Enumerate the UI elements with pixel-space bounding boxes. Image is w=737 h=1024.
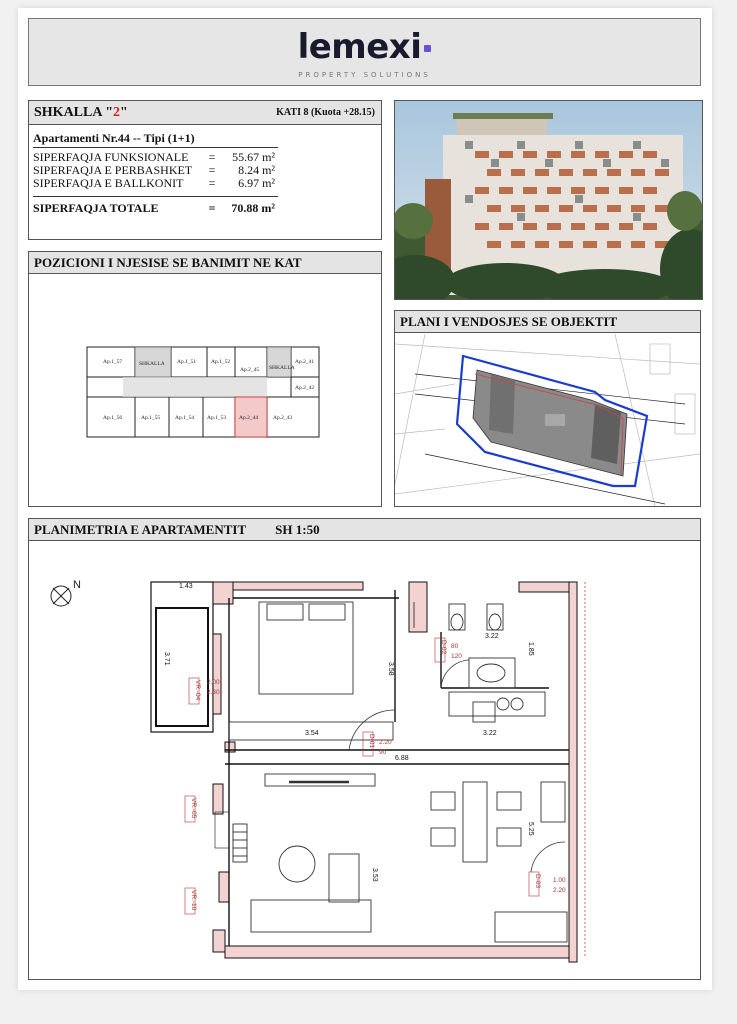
- opening-tag: VR.-10: [190, 890, 197, 911]
- north-arrow-icon: [51, 579, 81, 606]
- dimension-label: 3.58: [387, 662, 394, 676]
- dimension-label: 3.53: [371, 868, 378, 882]
- unit-label-top: Ap.2_45: [240, 367, 260, 373]
- divider: [33, 147, 278, 148]
- unit-label-top: Ap.1_52: [211, 359, 231, 365]
- unit-label-bottom: Ap.2_44: [239, 415, 259, 421]
- unit-label-top: Ap.2_41: [295, 359, 315, 365]
- opening-size: 90: [379, 749, 387, 756]
- area-row: SIPERFAQJA E PERBASHKET = 8.24 m²: [33, 163, 275, 177]
- plan-title: PLANIMETRIA E APARTAMENTIT: [34, 522, 246, 537]
- opening-tag: VR.-05: [190, 798, 197, 819]
- unit-label-bottom: Ap.2_43: [273, 415, 293, 421]
- brand-tagline: PROPERTY SOLUTIONS: [298, 71, 431, 79]
- apartment-plan-header: [29, 519, 700, 541]
- unit-info-header: [29, 101, 381, 125]
- dimension-label: 1.43: [179, 583, 193, 590]
- site-plan-diagram: [395, 334, 700, 506]
- opening-tag: VR.-04: [194, 680, 201, 701]
- position-title: POZICIONI I NJESISE SE BANIMIT NE KAT: [29, 252, 381, 274]
- opening-size: 2.30: [207, 689, 220, 696]
- unit-label-side: Ap.2_42: [295, 385, 315, 391]
- total-area-row: SIPERFAQJA TOTALE = 70.88 m²: [33, 201, 275, 215]
- document-sheet: [18, 8, 712, 990]
- opening-size: 120: [451, 653, 462, 660]
- opening-size: 1.00: [553, 877, 566, 884]
- dimension-label: 3.22: [485, 633, 499, 640]
- opening-size: 2.00: [207, 679, 220, 686]
- areas-table: [33, 151, 275, 190]
- area-row: SIPERFAQJA FUNKSIONALE = 55.67 m²: [33, 150, 275, 164]
- dimension-label: 6.88: [395, 755, 409, 762]
- apartment-plan-panel: [28, 518, 701, 980]
- dimension-label: 3.54: [305, 730, 319, 737]
- plan-scale: SH 1:50: [275, 522, 320, 537]
- opening-size: 2.20: [379, 739, 392, 746]
- unit-label-bottom: Ap.1_56: [103, 415, 123, 421]
- area-row: SIPERFAQJA E BALLKONIT = 6.97 m²: [33, 176, 275, 190]
- opening-tag: D-02: [440, 640, 447, 655]
- opening-size: 80: [451, 643, 459, 650]
- position-panel: [28, 251, 382, 507]
- opening-tag: D-03: [534, 874, 541, 889]
- floor-position-diagram: [29, 275, 381, 506]
- unit-label-top: SHKALLA: [269, 365, 295, 371]
- unit-label-top: SHKALLA: [139, 361, 165, 367]
- opening-tag: D-01: [368, 734, 375, 749]
- unit-label-bottom: Ap.1_53: [207, 415, 227, 421]
- apartment-floor-plan: [29, 542, 700, 979]
- logo-dot-icon: [424, 45, 431, 52]
- brand-logo: lemexi: [29, 27, 700, 67]
- header-banner: [28, 18, 701, 86]
- unit-label-bottom: Ap.1_55: [141, 415, 161, 421]
- unit-label-bottom: Ap.1_54: [175, 415, 195, 421]
- north-label: N: [73, 579, 81, 591]
- dimension-label: 3.71: [163, 652, 170, 666]
- dimension-label: 3.22: [483, 730, 497, 737]
- unit-label-top: Ap.1_51: [177, 359, 197, 365]
- site-plan-panel: [394, 310, 701, 507]
- dimension-label: 5.25: [527, 822, 534, 836]
- divider: [33, 196, 278, 197]
- floor-label: KATI 8 (Kuota +28.15): [276, 107, 375, 118]
- dimension-label: 1.85: [527, 642, 534, 656]
- opening-size: 2.20: [553, 887, 566, 894]
- site-plan-title: PLANI I VENDOSJES SE OBJEKTIT: [395, 311, 700, 333]
- unit-label-top: Ap.1_57: [103, 359, 123, 365]
- stair-label: SHKALLA "2": [34, 105, 128, 120]
- apartment-label: Apartamenti Nr.44 -- Tipi (1+1): [33, 131, 195, 145]
- unit-info-panel: [28, 100, 382, 240]
- building-render-image: [394, 100, 703, 300]
